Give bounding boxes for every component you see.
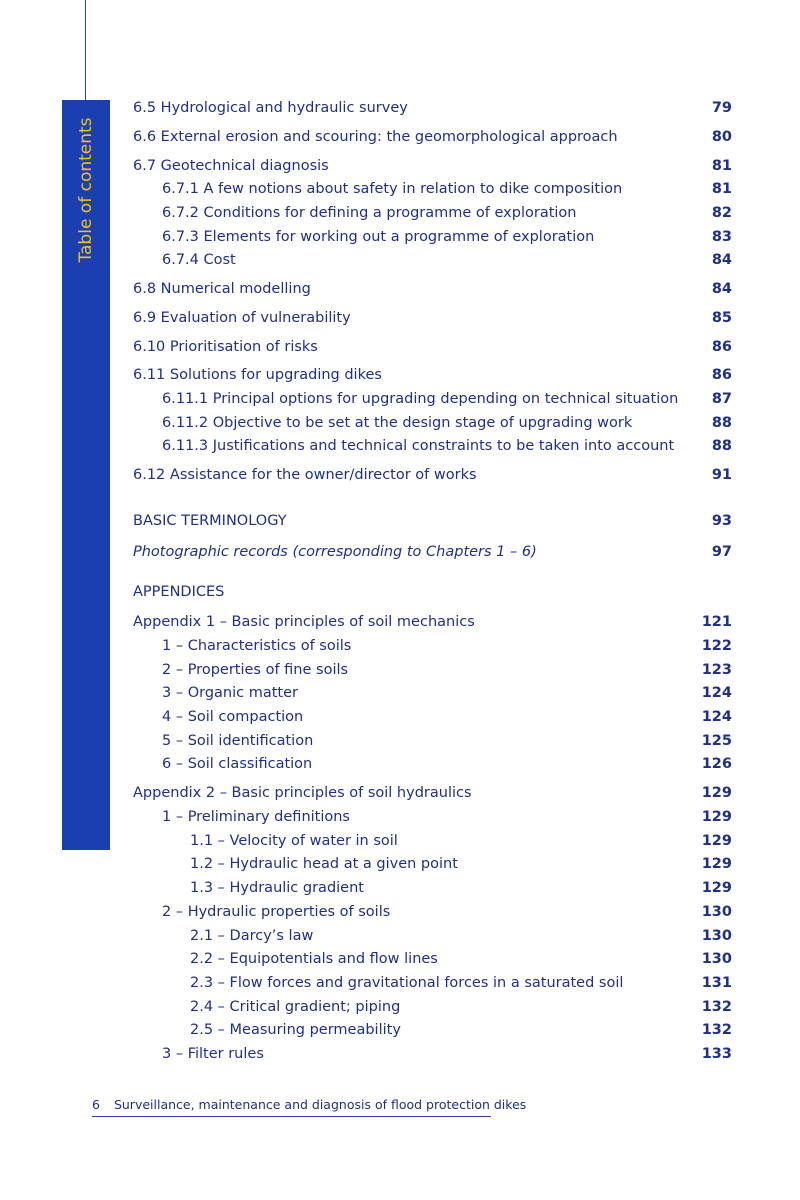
toc-entry[interactable] <box>0 997 800 1017</box>
toc-entry-title: 6.11.3 Justifications and technical constraints to be taken into account <box>162 438 675 454</box>
toc-entry-title: 6.12 Assistance for the owner/director of works <box>133 467 477 483</box>
toc-entry[interactable] <box>0 754 800 774</box>
toc-entry[interactable] <box>0 98 800 118</box>
toc-entry-page: 124 <box>701 685 732 701</box>
toc-entry[interactable] <box>0 511 800 531</box>
toc-entry-title: 6.7.2 Conditions for defining a programme of exploration <box>162 205 577 221</box>
footer-title: Surveillance, maintenance and diagnosis of flood protection dikes <box>113 1097 527 1112</box>
toc-entry-page: 86 <box>711 367 732 383</box>
toc-entry-title: 1 – Characteristics of soils <box>162 638 352 654</box>
toc-entry-title: Appendix 1 – Basic principles of soil mechanics <box>133 614 475 630</box>
toc-entry-page: 123 <box>701 662 732 678</box>
toc-entry[interactable] <box>0 878 800 898</box>
toc-entry[interactable] <box>0 807 800 827</box>
toc-entry[interactable] <box>0 227 800 247</box>
toc-entry-title: 4 – Soil compaction <box>162 709 304 725</box>
toc-entry-title: 2.3 – Flow forces and gravitational forces in a saturated soil <box>190 975 624 991</box>
toc-entry-page: 121 <box>701 614 732 630</box>
toc-entry-page: 93 <box>711 513 732 529</box>
toc-entry-page: 130 <box>701 928 732 944</box>
toc-entry[interactable] <box>0 660 800 680</box>
toc-entry-title: 6.7.3 Elements for working out a programme of exploration <box>162 229 595 245</box>
toc-entry[interactable] <box>0 783 800 803</box>
toc-entry-page: 122 <box>701 638 732 654</box>
toc-entry-page: 87 <box>711 391 732 407</box>
toc-entry[interactable] <box>0 179 800 199</box>
toc-entry[interactable] <box>0 465 800 485</box>
toc-entry[interactable] <box>0 831 800 851</box>
toc-entry[interactable] <box>0 973 800 993</box>
toc-entry-title: APPENDICES <box>133 584 225 600</box>
toc-entry-title: 6.7 Geotechnical diagnosis <box>133 158 329 174</box>
toc-entry-title: 6.11.1 Principal options for upgrading depending on technical situation <box>162 391 679 407</box>
toc-entry-title: 6.10 Prioritisation of risks <box>133 339 318 355</box>
toc-entry[interactable] <box>0 156 800 176</box>
toc-entry-title: 1.1 – Velocity of water in soil <box>190 833 398 849</box>
toc-entry-page: 85 <box>711 310 732 326</box>
toc-entry-title: 5 – Soil identification <box>162 733 314 749</box>
toc-entry[interactable] <box>0 731 800 751</box>
toc-entry-page: 126 <box>701 756 732 772</box>
toc-entry[interactable] <box>0 1044 800 1064</box>
toc-entry-page: 81 <box>711 158 732 174</box>
toc-entry[interactable] <box>0 1020 800 1040</box>
toc-entry[interactable] <box>0 203 800 223</box>
toc-entry-title: Photographic records (corresponding to Chapters 1 – 6) <box>133 544 537 560</box>
toc-entry-page: 131 <box>701 975 732 991</box>
toc-entry-title: 6.5 Hydrological and hydraulic survey <box>133 100 408 116</box>
toc-entry-title: 2.1 – Darcy’s law <box>190 928 314 944</box>
toc-entry-title: 2.4 – Critical gradient; piping <box>190 999 401 1015</box>
margin-rule <box>85 0 86 100</box>
toc-entry-title: BASIC TERMINOLOGY <box>133 513 287 529</box>
toc-entry[interactable] <box>0 365 800 385</box>
toc-entry-title: 3 – Organic matter <box>162 685 298 701</box>
toc-entry-title: 6.7.4 Cost <box>162 252 236 268</box>
toc-entry[interactable] <box>0 707 800 727</box>
toc-entry-title: 2.5 – Measuring permeability <box>190 1022 401 1038</box>
toc-entry-page: 129 <box>701 856 732 872</box>
toc-entry-page: 129 <box>701 833 732 849</box>
toc-entry-title: 2 – Properties of fine soils <box>162 662 349 678</box>
toc-entry-title: 2 – Hydraulic properties of soils <box>162 904 391 920</box>
toc-entry[interactable] <box>0 582 800 602</box>
toc-entry-title: 6.11 Solutions for upgrading dikes <box>133 367 382 383</box>
toc-entry-page: 124 <box>701 709 732 725</box>
footer-underline <box>92 1116 491 1117</box>
toc-entry[interactable] <box>0 926 800 946</box>
toc-entry-title: Appendix 2 – Basic principles of soil hydraulics <box>133 785 472 801</box>
toc-entry-page: 84 <box>711 252 732 268</box>
toc-entry-page: 91 <box>711 467 732 483</box>
toc-entry[interactable] <box>0 902 800 922</box>
toc-entry-title: 6.7.1 A few notions about safety in relation to dike composition <box>162 181 623 197</box>
toc-entry-page: 125 <box>701 733 732 749</box>
toc-entry[interactable] <box>0 279 800 299</box>
toc-entry-title: 6.9 Evaluation of vulnerability <box>133 310 351 326</box>
toc-entry-page: 133 <box>701 1046 732 1062</box>
toc-entry[interactable] <box>0 542 800 562</box>
toc-entry-page: 84 <box>711 281 732 297</box>
toc-entry[interactable] <box>0 949 800 969</box>
toc-entry-page: 130 <box>701 904 732 920</box>
toc-entry[interactable] <box>0 250 800 270</box>
toc-entry[interactable] <box>0 854 800 874</box>
toc-entry[interactable] <box>0 612 800 632</box>
toc-entry-page: 82 <box>711 205 732 221</box>
toc-entry-page: 130 <box>701 951 732 967</box>
toc-entry-page: 80 <box>711 129 732 145</box>
toc-entry-page: 129 <box>701 880 732 896</box>
toc-entry-title: 1.3 – Hydraulic gradient <box>190 880 364 896</box>
toc-entry-page: 97 <box>711 544 732 560</box>
toc-entry-title: 1 – Preliminary definitions <box>162 809 350 825</box>
toc-entry-page: 129 <box>701 809 732 825</box>
toc-entry-page: 129 <box>701 785 732 801</box>
page-footer <box>92 1097 526 1112</box>
toc-entry-page: 79 <box>711 100 732 116</box>
toc-entry-title: 6 – Soil classification <box>162 756 313 772</box>
toc-entry[interactable] <box>0 127 800 147</box>
toc-entry[interactable] <box>0 636 800 656</box>
toc-entry-title: 6.11.2 Objective to be set at the design stage of upgrading work <box>162 415 633 431</box>
toc-entry-title: 2.2 – Equipotentials and flow lines <box>190 951 438 967</box>
toc-entry[interactable] <box>0 389 800 409</box>
toc-entry-title: 6.6 External erosion and scouring: the geomorphological approach <box>133 129 618 145</box>
toc-entry-page: 132 <box>701 999 732 1015</box>
toc-entry-title: 6.8 Numerical modelling <box>133 281 311 297</box>
toc-entry-page: 83 <box>711 229 732 245</box>
toc-entry-page: 86 <box>711 339 732 355</box>
toc-entry-title: 3 – Filter rules <box>162 1046 264 1062</box>
toc-entry[interactable] <box>0 308 800 328</box>
footer-page-number: 6 <box>92 1097 100 1112</box>
sidebar-title: Table of contents <box>76 117 96 263</box>
toc-entry[interactable] <box>0 436 800 456</box>
toc-entry-title: 1.2 – Hydraulic head at a given point <box>190 856 458 872</box>
toc-entry[interactable] <box>0 413 800 433</box>
toc-entry-page: 81 <box>711 181 732 197</box>
toc-entry-page: 88 <box>711 415 732 431</box>
toc-entry[interactable] <box>0 337 800 357</box>
toc-entry-page: 132 <box>701 1022 732 1038</box>
toc-entry-page: 88 <box>711 438 732 454</box>
toc-entry[interactable] <box>0 683 800 703</box>
